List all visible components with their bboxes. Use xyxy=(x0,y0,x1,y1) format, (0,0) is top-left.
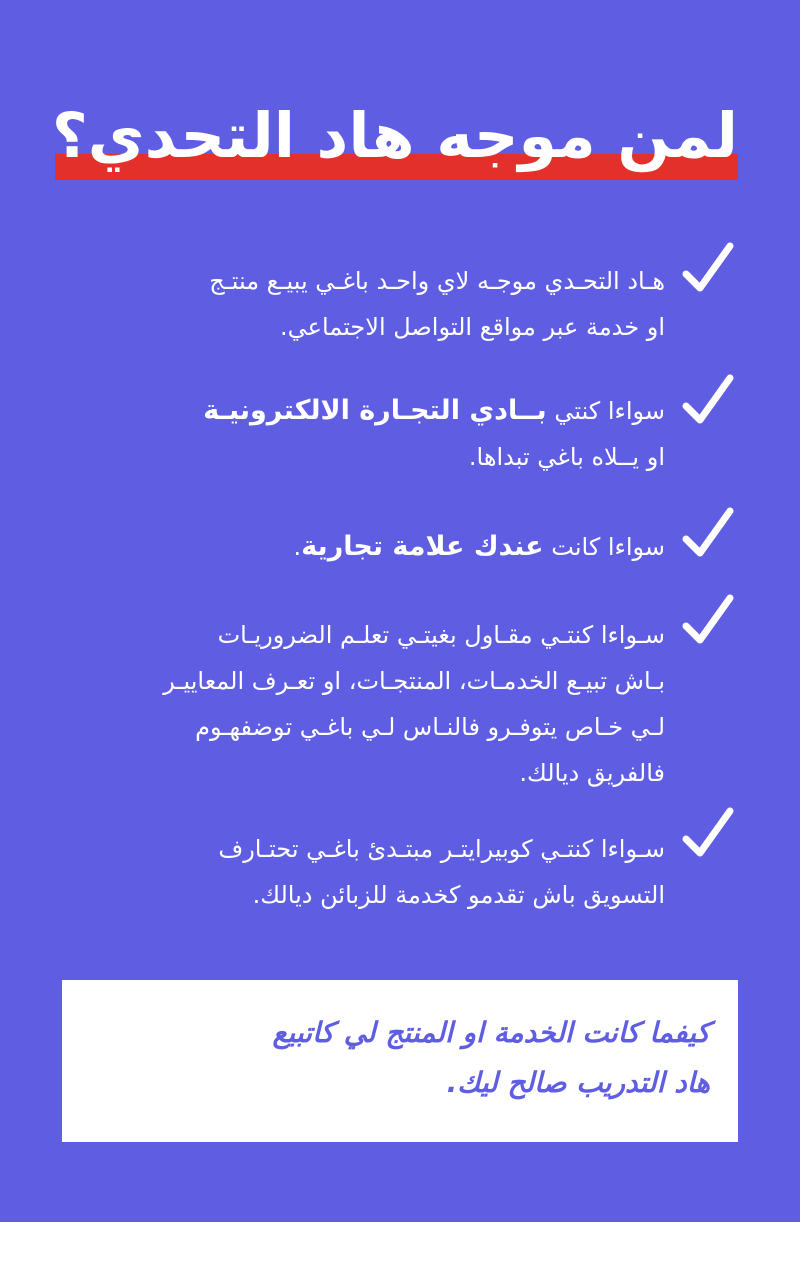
title-block xyxy=(51,92,738,192)
benefit-suffix: . xyxy=(293,533,302,561)
benefit-line: التسويق باش تقدمو كخدمة للزبائن ديالك. xyxy=(252,881,665,909)
benefit-line: سـواءا كنتـي مقـاول بغيتـي تعلـم الضروريـات xyxy=(217,621,665,649)
check-icon xyxy=(680,805,738,865)
benefit-line: هـاد التحـدي موجـه لاي واحـد باغـي يبيـع منتـج xyxy=(209,267,665,295)
closing-box xyxy=(62,980,738,1142)
page-title: لمن موجه هاد التحدي؟ xyxy=(51,99,738,172)
benefit-line: لـي خـاص يتوفـرو فالنـاس لـي باغـي توضفهـوم xyxy=(195,713,665,741)
check-icon xyxy=(680,240,738,300)
benefit-line: او خدمة عبر مواقع التواصل الاجتماعي. xyxy=(280,313,665,341)
closing-line: هاد التدريب صالح ليك. xyxy=(446,1066,710,1099)
check-icon xyxy=(680,505,738,565)
benefit-line: سـواءا كنتـي كوبيرايتـر مبتـدئ باغـي تحتـارف xyxy=(218,835,665,863)
benefit-item xyxy=(50,826,665,918)
benefit-line: او يــلاه باغي تبداها. xyxy=(468,443,665,471)
benefit-text: سواءا كنتي xyxy=(546,397,665,425)
benefit-item xyxy=(50,524,665,570)
benefit-item xyxy=(50,612,665,796)
check-icon xyxy=(680,592,738,652)
closing-text xyxy=(90,1008,710,1108)
benefit-highlight: عندك علامة تجارية xyxy=(301,531,544,562)
benefit-item xyxy=(50,258,665,350)
benefit-highlight: بــادي التجـارة الالكترونيـة xyxy=(203,395,547,426)
benefit-line: فالفريق ديالك. xyxy=(519,759,665,787)
benefit-line: بـاش تبيـع الخدمـات، المنتجـات، او تعـرف المعاييـر xyxy=(163,667,665,695)
benefit-item xyxy=(50,388,665,480)
closing-line: كيفما كانت الخدمة او المنتج لي كاتبيع xyxy=(272,1016,710,1049)
check-icon xyxy=(680,372,738,432)
benefit-text: سواءا كانت xyxy=(543,533,665,561)
